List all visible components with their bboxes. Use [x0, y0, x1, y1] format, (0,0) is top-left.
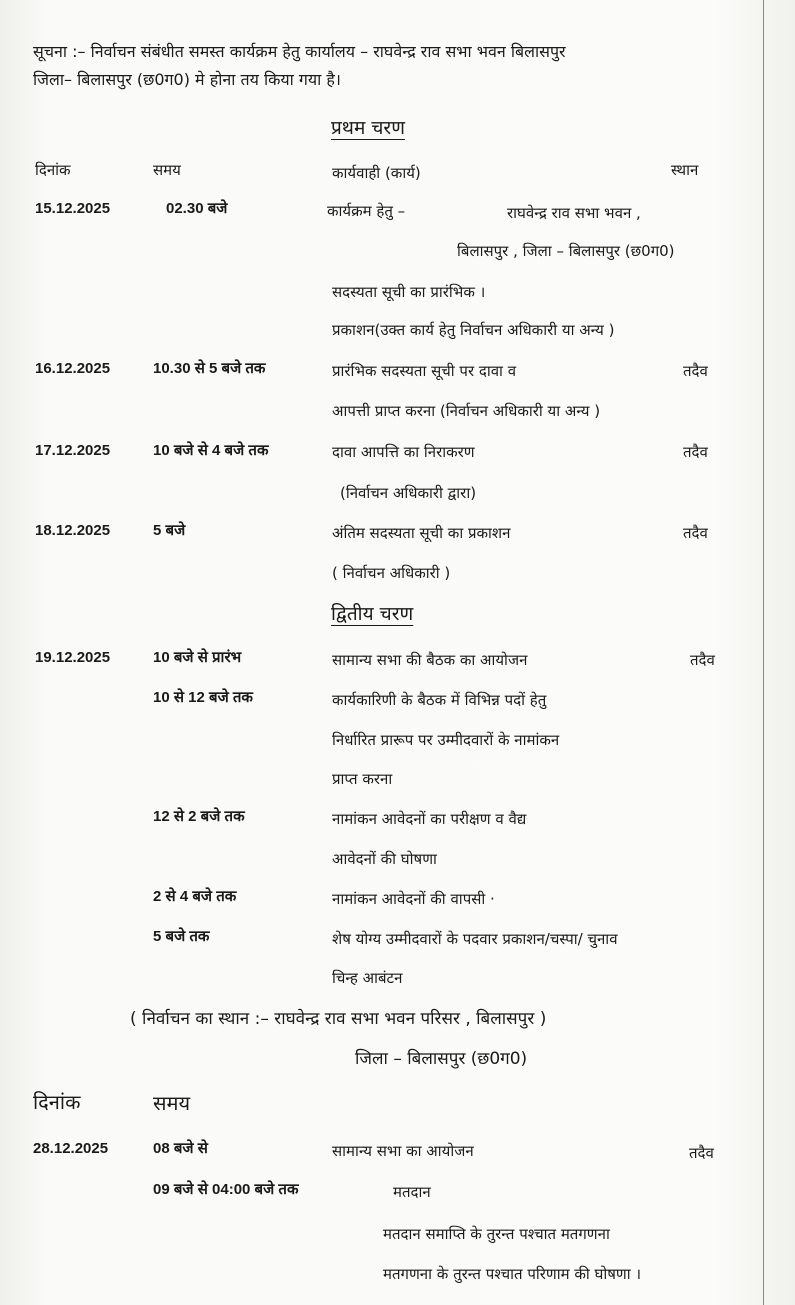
- phase3-time-header: समय: [153, 1091, 191, 1115]
- phase3-action-3: मतदान समाप्ति के तुरन्त पश्चात मतगणना: [383, 1225, 610, 1243]
- row1-time: 02.30 बजे: [166, 200, 228, 217]
- phase2-time-2: 10 से 12 बजे तक: [153, 689, 253, 706]
- row2-action-2: आपत्ती प्राप्त करना (निर्वाचन अधिकारी या अन्य ): [332, 402, 601, 420]
- phase2-action-5b: चिन्ह आबंटन: [332, 969, 403, 987]
- phase2-time-3: 12 से 2 बजे तक: [153, 808, 245, 825]
- page-edge-line: [763, 0, 764, 1305]
- row2-time: 10.30 से 5 बजे तक: [153, 360, 266, 377]
- row2-date: 16.12.2025: [35, 360, 111, 377]
- venue-line-2: जिला – बिलासपुर (छ0ग0): [355, 1049, 528, 1069]
- row3-action-2: (निर्वाचन अधिकारी द्वारा): [340, 484, 477, 502]
- notice-line-2: जिला– बिलासपुर (छ0ग0) मे होना तय किया गया है।: [33, 70, 341, 89]
- row4-action: अंतिम सदस्यता सूची का प्रकाशन: [332, 524, 511, 542]
- row3-time: 10 बजे से 4 बजे तक: [153, 442, 269, 459]
- row4-place: तदैव: [683, 524, 708, 542]
- row1-date: 15.12.2025: [35, 200, 111, 217]
- row4-time: 5 बजे: [153, 522, 186, 539]
- notice-line-1: सूचना :– निर्वाचन संबंधीत समस्त कार्यक्रम हेतु कार्यालय – राघवेन्द्र राव सभा भवन बिलासपुर: [33, 42, 566, 61]
- col-action-header: कार्यवाही (कार्य): [332, 164, 421, 182]
- phase2-action-4: नामांकन आवेदनों की वापसी ·: [332, 890, 495, 908]
- phase3-place: तदैव: [689, 1144, 714, 1162]
- phase2-action-3b: आवेदनों की घोषणा: [332, 850, 437, 868]
- phase3-action-2: मतदान: [393, 1183, 431, 1201]
- phase1-heading: प्रथम चरण: [331, 117, 405, 139]
- phase2-action-3a: नामांकन आवेदनों का परीक्षण व वैद्य: [332, 810, 527, 828]
- phase3-time-2: 09 बजे से 04:00 बजे तक: [153, 1181, 299, 1198]
- col-place-header: स्थान: [671, 161, 699, 179]
- phase2-date: 19.12.2025: [35, 649, 111, 666]
- phase3-action-1: सामान्य सभा का आयोजन: [332, 1142, 474, 1160]
- row2-action: प्रारंभिक सदस्यता सूची पर दावा व: [332, 362, 517, 380]
- phase3-date-header: दिनांक: [33, 1090, 81, 1114]
- row4-date: 18.12.2025: [35, 522, 111, 539]
- venue-line-1: ( निर्वाचन का स्थान :– राघवेन्द्र राव सभा भवन परिसर , बिलासपुर ): [130, 1009, 547, 1029]
- col-date-header: दिनांक: [35, 161, 71, 179]
- phase2-heading: द्वितीय चरण: [331, 603, 414, 625]
- row2-place: तदैव: [683, 362, 708, 380]
- row3-action: दावा आपत्ति का निराकरण: [332, 443, 475, 461]
- phase2-time-1: 10 बजे से प्रारंभ: [153, 649, 242, 666]
- phase2-place: तदैव: [690, 651, 715, 669]
- row1-place-2: बिलासपुर , जिला – बिलासपुर (छ0ग0): [457, 242, 675, 260]
- row1-action-2: सदस्यता सूची का प्रारंभिक ।: [332, 283, 486, 301]
- phase2-action-2c: प्राप्त करना: [332, 770, 393, 788]
- phase2-action-1: सामान्य सभा की बैठक का आयोजन: [332, 651, 528, 669]
- phase2-action-2a: कार्यकारिणी के बैठक में विभिन्न पदों हेतु: [332, 691, 547, 709]
- phase3-time-1: 08 बजे से: [153, 1140, 208, 1157]
- phase3-date: 28.12.2025: [33, 1140, 109, 1157]
- phase2-time-4: 2 से 4 बजे तक: [153, 888, 237, 905]
- row1-place: राघवेन्द्र राव सभा भवन ,: [507, 204, 641, 222]
- row4-action-2: ( निर्वाचन अधिकारी ): [332, 564, 451, 582]
- phase2-action-2b: निर्धारित प्रारूप पर उम्मीदवारों के नामांकन: [332, 731, 560, 749]
- row3-date: 17.12.2025: [35, 442, 111, 459]
- phase3-action-4: मतगणना के तुरन्त पश्चात परिणाम की घोषणा ।: [383, 1265, 642, 1283]
- row1-action-3: प्रकाशन(उक्त कार्य हेतु निर्वाचन अधिकारी या अन्य ): [332, 321, 615, 339]
- row3-place: तदैव: [683, 443, 708, 461]
- row1-action: कार्यक्रम हेतु –: [327, 202, 406, 220]
- phase2-action-5a: शेष योग्य उम्मीदवारों के पदवार प्रकाशन/चस्पा/ चुनाव: [332, 930, 618, 948]
- phase2-time-5: 5 बजे तक: [153, 928, 210, 945]
- col-time-header: समय: [153, 161, 181, 179]
